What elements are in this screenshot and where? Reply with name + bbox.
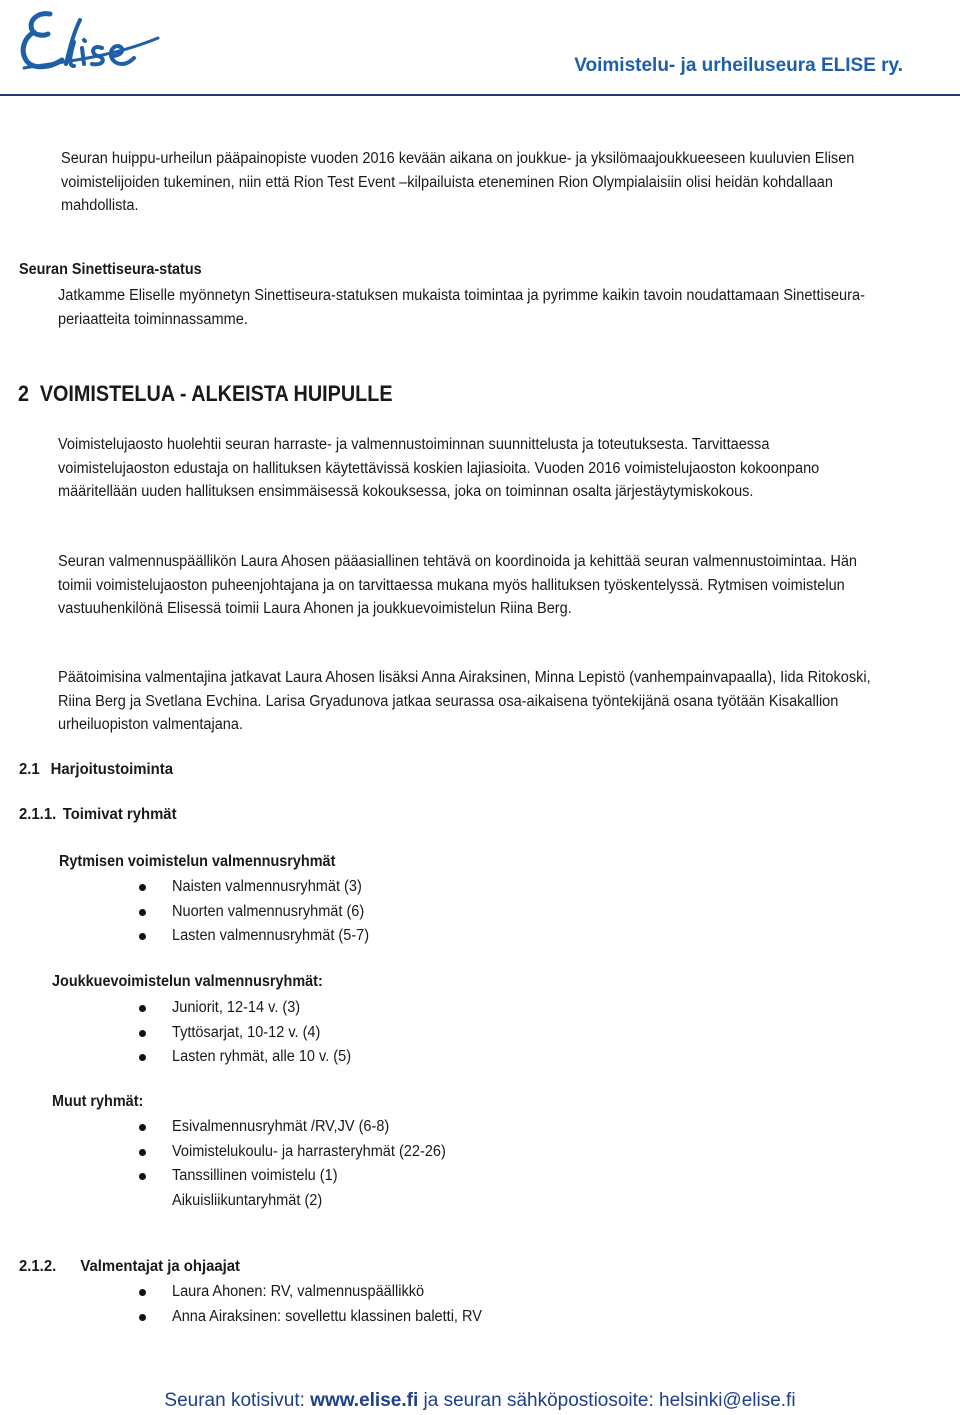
list-item: Laura Ahonen: RV, valmennuspäällikkö — [172, 1280, 498, 1305]
coaches-list — [172, 1280, 498, 1329]
elise-logo — [10, 2, 160, 80]
list-item: Anna Airaksinen: sovellettu klassinen baletti, RV — [172, 1305, 498, 1330]
paragraph-text: Seuran valmennuspäällikön Laura Ahosen pääasiallinen tehtävä on koordinoida ja kehittää seuran valmennustoimintaa. Hän toimii voimistelujaoston puheenjohtajana ja on tarvittaessa mukana myös hallituksen työskentelyssä. Rytmisen voimistelun vastuuhenkilönä Elisessä toimii Laura Ahonen ja joukkuevoimistelun Riina Berg. — [58, 553, 857, 617]
list-item: Nuorten valmennusryhmät (6) — [172, 900, 379, 925]
footer-middle: ja seuran sähköpostiosoite: — [418, 1390, 660, 1411]
svg-text:Elise: Elise — [10, 2, 13, 3]
bullet-icon — [139, 933, 146, 940]
subsection-2-1-heading — [19, 761, 173, 779]
list-item: Lasten valmennusryhmät (5-7) — [172, 924, 379, 949]
bullet-icon — [139, 1173, 146, 1180]
bullet-icon — [139, 1124, 146, 1131]
subsection-2-1-2-heading — [19, 1258, 240, 1276]
rytminen-list — [172, 875, 379, 949]
paragraph-text: Voimistelujaosto huolehtii seuran harraste- ja valmennustoiminnan suunnittelusta ja toteutuksesta. Tarvittaessa voimistelujaoston edustaja on hallituksen käytettävissä koskien lajiasioita. Vuoden 2016 voimistelujaoston kokoonpano määritellään uuden hallituksen ensimmäisessä kokouksessa, joka on toiminnan osalta järjestäytymiskokous. — [58, 436, 820, 500]
section-2-heading — [18, 381, 393, 407]
list-item: Esivalmennusryhmät /RV,JV (6-8) — [172, 1115, 460, 1140]
bullet-icon — [139, 1314, 146, 1321]
intro-text: Seuran huippu-urheilun pääpainopiste vuoden 2016 kevään aikana on joukkue- ja yksilömaajoukkueeseen kuuluvien Elisen voimistelijoiden tukeminen, niin että Rion Test Event –kilpailuista eteneminen Rion Olympialaisiin olisi heidän kohdallaan mahdollista. — [61, 150, 855, 214]
subsection-title: Valmentajat ja ohjaajat — [80, 1258, 240, 1275]
subsection-title: Toimivat ryhmät — [62, 806, 177, 823]
organization-title: Voimistelu- ja urheiluseura ELISE ry. — [574, 55, 903, 76]
list-item: Tyttösarjat, 10-12 v. (4) — [172, 1021, 360, 1046]
bullet-icon — [139, 1289, 146, 1296]
bullet-icon — [139, 1005, 146, 1012]
sinetti-paragraph — [58, 284, 885, 331]
bullet-icon — [139, 884, 146, 891]
list-item: Juniorit, 12-14 v. (3) — [172, 996, 360, 1021]
email-link[interactable]: helsinki@elise.fi — [659, 1390, 796, 1411]
subsection-number: 2.1.1. — [19, 806, 57, 823]
group-title-joukkue: Joukkuevoimistelun valmennusryhmät: — [52, 973, 323, 990]
bullet-icon — [139, 1149, 146, 1156]
sinetti-text: Jatkamme Eliselle myönnetyn Sinettiseura-statuksen mukaista toimintaa ja pyrimme kaikin tavoin noudattamaan Sinettiseura-periaatteita toiminnassamme. — [58, 287, 865, 328]
footer-prefix: Seuran kotisivut: — [164, 1390, 311, 1411]
section-title: VOIMISTELUA - ALKEISTA HUIPULLE — [39, 381, 393, 406]
group-title-rytminen: Rytmisen voimistelun valmennusryhmät — [59, 853, 336, 870]
subsection-title: Harjoitustoiminta — [50, 761, 173, 778]
section-number: 2 — [18, 381, 30, 406]
section-2-paragraph-3 — [58, 666, 885, 737]
website-link[interactable]: www.elise.fi — [310, 1390, 419, 1411]
subsection-2-1-1-heading — [19, 806, 177, 824]
header-divider — [0, 94, 960, 96]
subsection-number: 2.1 — [19, 761, 40, 778]
sinetti-heading: Seuran Sinettiseura-status — [19, 261, 202, 278]
joukkue-list — [172, 996, 360, 1070]
list-item-continuation: Aikuisliikuntaryhmät (2) — [172, 1192, 323, 1210]
intro-paragraph — [61, 147, 897, 218]
list-item: Voimistelukoulu- ja harrasteryhmät (22-26) — [172, 1140, 460, 1165]
bullet-icon — [139, 909, 146, 916]
footer — [0, 1390, 960, 1412]
paragraph-text: Päätoimisina valmentajina jatkavat Laura Ahosen lisäksi Anna Airaksinen, Minna Lepistö (vanhempainvapaalla), Iida Ritokoski, Riina Berg ja Svetlana Evchina. Larisa Gryadunova jatkaa seurassa osa-aikaisena työntekijänä osana työtään Kisakallion urheiluopiston valmentajana. — [58, 669, 871, 733]
section-2-paragraph-2 — [58, 550, 885, 621]
list-item: Lasten ryhmät, alle 10 v. (5) — [172, 1045, 360, 1070]
bullet-icon — [139, 1054, 146, 1061]
list-item: Tanssillinen voimistelu (1) — [172, 1164, 460, 1189]
section-2-paragraph-1 — [58, 433, 885, 504]
bullet-icon — [139, 1030, 146, 1037]
subsection-number: 2.1.2. — [19, 1258, 57, 1275]
list-item: Naisten valmennusryhmät (3) — [172, 875, 379, 900]
group-title-muut: Muut ryhmät: — [52, 1093, 144, 1110]
muut-list — [172, 1115, 460, 1214]
